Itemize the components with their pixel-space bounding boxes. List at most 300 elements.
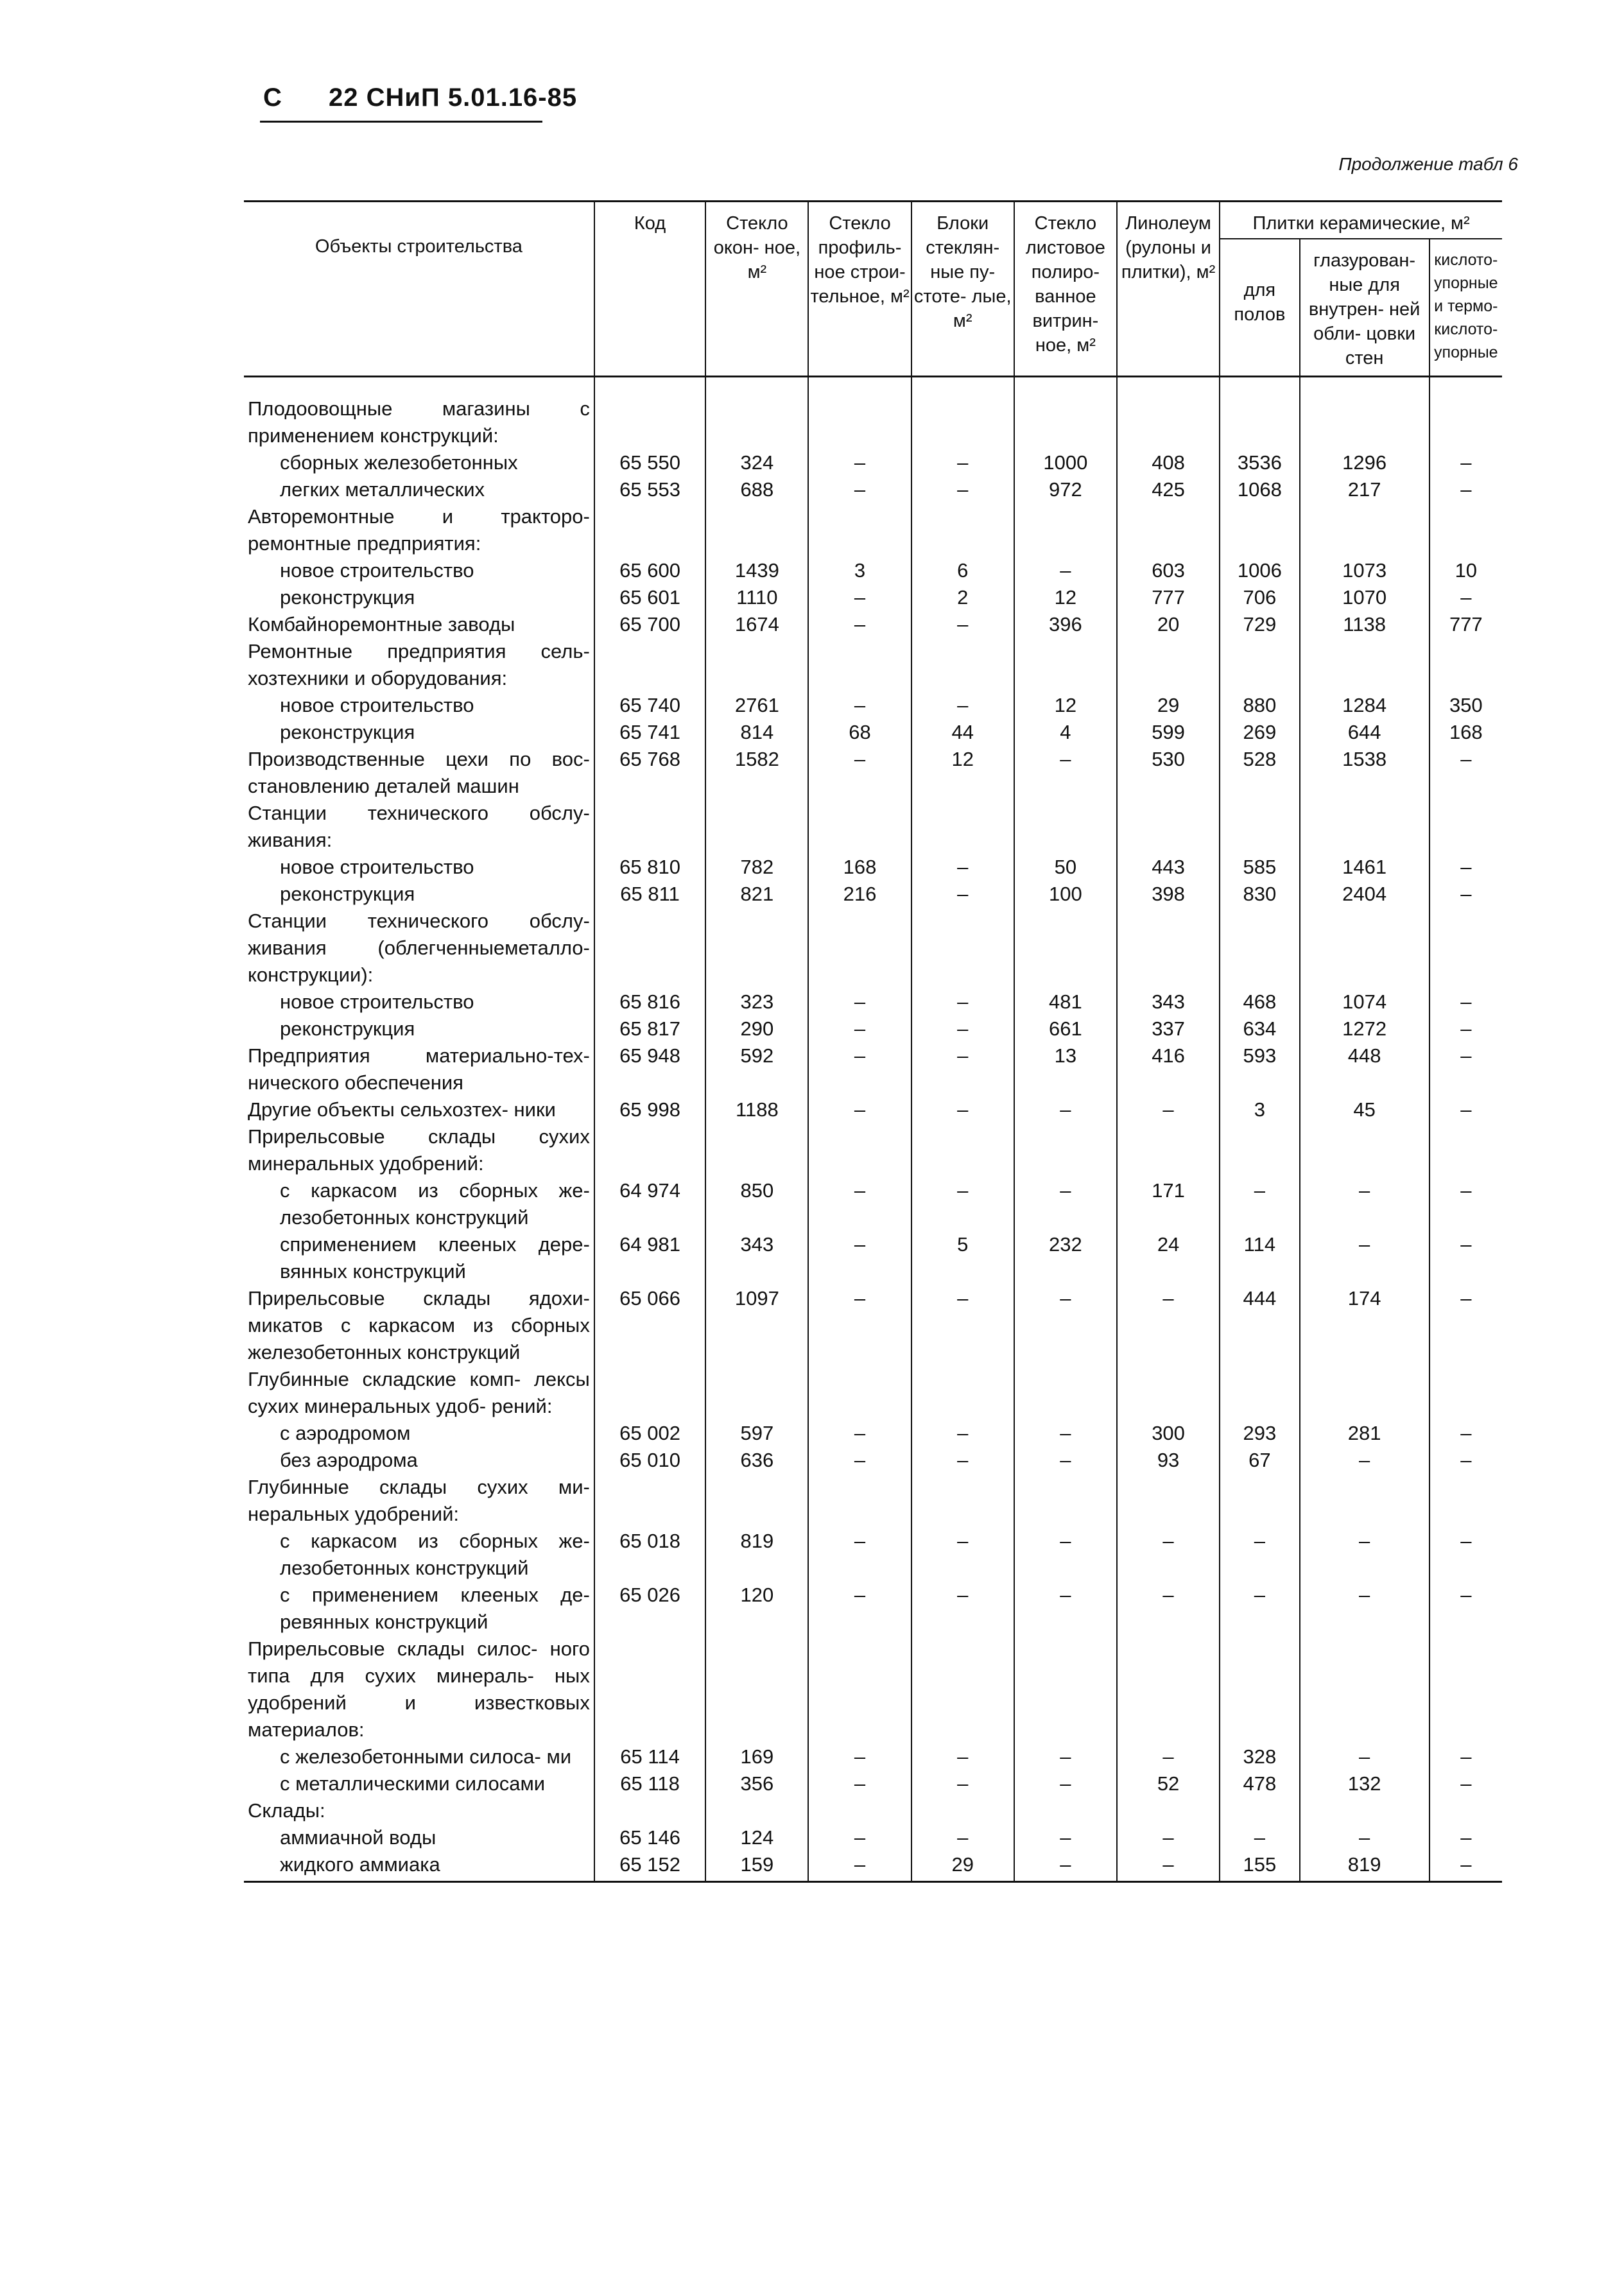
value-cell [1430, 1474, 1502, 1528]
value-cell [808, 800, 911, 854]
object-name-cell: сприменением клееных дере- вянных конструкций [280, 1233, 590, 1283]
value-cell: 159 [705, 1851, 808, 1882]
value-cell: 13 [1014, 1042, 1117, 1096]
value-cell: – [808, 1851, 911, 1882]
value-cell: – [1430, 1447, 1502, 1474]
value-cell: 396 [1014, 611, 1117, 638]
value-cell: 3 [808, 557, 911, 584]
value-cell: 1461 [1300, 854, 1430, 881]
value-cell [808, 908, 911, 989]
value-cell: – [808, 746, 911, 800]
value-cell [808, 1636, 911, 1743]
code-cell: 65 010 [594, 1447, 705, 1474]
value-cell: – [1430, 1851, 1502, 1882]
col-header-glass-sheet: Стекло листовое полиро- ванное витрин- ное, м² [1014, 202, 1117, 377]
header-rule [260, 121, 542, 123]
value-cell: 777 [1430, 611, 1502, 638]
object-name-cell: с каркасом из сборных же- лезобетонных конструкций [280, 1179, 590, 1229]
value-cell: 644 [1300, 719, 1430, 746]
value-cell: 850 [705, 1177, 808, 1231]
value-cell: 29 [911, 1851, 1014, 1882]
value-cell: – [1300, 1582, 1430, 1636]
value-cell [1300, 1636, 1430, 1743]
value-cell: 216 [808, 881, 911, 908]
page-header [263, 83, 577, 112]
value-cell: – [808, 1042, 911, 1096]
value-cell: – [911, 1770, 1014, 1797]
value-cell: 343 [1117, 989, 1220, 1016]
value-cell [705, 1366, 808, 1420]
value-cell: 1296 [1300, 449, 1430, 476]
value-cell: – [1014, 557, 1117, 584]
table-row [244, 881, 1502, 908]
value-cell [911, 1797, 1014, 1824]
code-cell [594, 377, 705, 450]
value-cell: 688 [705, 476, 808, 503]
value-cell: – [911, 1096, 1014, 1123]
value-cell: 68 [808, 719, 911, 746]
col-header-objects: Объекты строительства [244, 202, 594, 377]
value-cell [1300, 1797, 1430, 1824]
code-cell [594, 1636, 705, 1743]
table-row [244, 1851, 1502, 1882]
value-cell: 880 [1220, 692, 1299, 719]
value-cell [1014, 800, 1117, 854]
code-cell: 65 816 [594, 989, 705, 1016]
value-cell: 171 [1117, 1177, 1220, 1231]
value-cell: 10 [1430, 557, 1502, 584]
value-cell: 155 [1220, 1851, 1299, 1882]
value-cell: – [1430, 1420, 1502, 1447]
value-cell [911, 638, 1014, 692]
code-cell: 65 998 [594, 1096, 705, 1123]
table-row [244, 584, 1502, 611]
value-cell: 1097 [705, 1285, 808, 1366]
table-row [244, 1528, 1502, 1582]
value-cell: – [1220, 1177, 1299, 1231]
code-cell: 65 601 [594, 584, 705, 611]
code-cell: 65 553 [594, 476, 705, 503]
value-cell: 356 [705, 1770, 808, 1797]
value-cell: – [1430, 854, 1502, 881]
value-cell: – [911, 1016, 1014, 1042]
value-cell: – [808, 1743, 911, 1770]
value-cell [808, 1797, 911, 1824]
value-cell: – [1014, 1285, 1117, 1366]
code-cell [594, 1123, 705, 1177]
value-cell [808, 1474, 911, 1528]
value-cell: 1582 [705, 746, 808, 800]
value-cell: – [1430, 1096, 1502, 1123]
value-cell: – [1117, 1528, 1220, 1582]
value-cell: – [1430, 746, 1502, 800]
value-cell: 1284 [1300, 692, 1430, 719]
value-cell: – [1014, 1743, 1117, 1770]
code-cell [594, 1366, 705, 1420]
table-row [244, 1743, 1502, 1770]
value-cell [1014, 1797, 1117, 1824]
code-cell: 65 948 [594, 1042, 705, 1096]
value-cell: – [808, 1447, 911, 1474]
table-row [244, 503, 1502, 557]
value-cell: – [1014, 1420, 1117, 1447]
col-header-glass-profile: Стекло профиль- ное строи- тельное, м² [808, 202, 911, 377]
value-cell: – [1220, 1528, 1299, 1582]
code-cell: 64 974 [594, 1177, 705, 1231]
value-cell: – [911, 1285, 1014, 1366]
value-cell: – [1117, 1743, 1220, 1770]
value-cell [1220, 1366, 1299, 1420]
table-row [244, 1636, 1502, 1743]
value-cell [1117, 1797, 1220, 1824]
value-cell: – [911, 611, 1014, 638]
value-cell: 343 [705, 1231, 808, 1285]
object-name-cell: с железобетонными силоса- ми [280, 1745, 572, 1768]
value-cell: 830 [1220, 881, 1299, 908]
table-row [244, 377, 1502, 450]
code-cell [594, 1797, 705, 1824]
value-cell: – [1430, 1177, 1502, 1231]
value-cell [1220, 638, 1299, 692]
value-cell [1300, 1123, 1430, 1177]
value-cell: 269 [1220, 719, 1299, 746]
value-cell [1117, 377, 1220, 450]
value-cell: 593 [1220, 1042, 1299, 1096]
value-cell: – [808, 1528, 911, 1582]
value-cell: 2404 [1300, 881, 1430, 908]
col-header-tiles-acid: кислото- упорные и термо- кислото- упорные [1430, 239, 1502, 377]
col-header-linoleum: Линолеум (рулоны и плитки), м² [1117, 202, 1220, 377]
object-name-cell: Комбайноремонтные заводы [248, 613, 515, 635]
value-cell [705, 908, 808, 989]
table-row [244, 800, 1502, 854]
value-cell [911, 1636, 1014, 1743]
value-cell: – [1014, 1851, 1117, 1882]
value-cell: 3 [1220, 1096, 1299, 1123]
value-cell [808, 503, 911, 557]
code-cell: 65 817 [594, 1016, 705, 1042]
value-cell: 1074 [1300, 989, 1430, 1016]
value-cell: 232 [1014, 1231, 1117, 1285]
value-cell: – [1430, 584, 1502, 611]
value-cell [1014, 377, 1117, 450]
value-cell: – [1117, 1851, 1220, 1882]
value-cell: 3536 [1220, 449, 1299, 476]
object-name-cell: реконструкция [280, 883, 415, 905]
value-cell: 12 [1014, 692, 1117, 719]
value-cell: – [1430, 476, 1502, 503]
value-cell: 821 [705, 881, 808, 908]
value-cell: – [808, 584, 911, 611]
value-cell [1117, 1474, 1220, 1528]
value-cell [1430, 1636, 1502, 1743]
value-cell: – [911, 1743, 1014, 1770]
col-header-code: Код [594, 202, 705, 377]
object-name-cell: Авторемонтные и тракторо- ремонтные предприятия: [248, 505, 590, 555]
value-cell [1014, 1366, 1117, 1420]
value-cell: 281 [1300, 1420, 1430, 1447]
value-cell: 1006 [1220, 557, 1299, 584]
value-cell: – [1117, 1582, 1220, 1636]
value-cell [1117, 503, 1220, 557]
value-cell [1117, 1636, 1220, 1743]
value-cell [1300, 638, 1430, 692]
value-cell [1117, 908, 1220, 989]
table-row [244, 692, 1502, 719]
value-cell: 819 [1300, 1851, 1430, 1882]
value-cell: – [1430, 1770, 1502, 1797]
value-cell: – [911, 1420, 1014, 1447]
value-cell: – [808, 1420, 911, 1447]
value-cell: 408 [1117, 449, 1220, 476]
continuation-note: Продолжение табл 6 [1338, 154, 1518, 174]
value-cell: 1138 [1300, 611, 1430, 638]
value-cell [1300, 503, 1430, 557]
table-row [244, 908, 1502, 989]
value-cell [705, 1797, 808, 1824]
table-row [244, 476, 1502, 503]
value-cell: 174 [1300, 1285, 1430, 1366]
value-cell [1117, 1366, 1220, 1420]
value-cell: 599 [1117, 719, 1220, 746]
code-cell: 65 118 [594, 1770, 705, 1797]
value-cell: – [1430, 1528, 1502, 1582]
code-cell: 65 026 [594, 1582, 705, 1636]
table-row [244, 1474, 1502, 1528]
value-cell [705, 503, 808, 557]
value-cell: 398 [1117, 881, 1220, 908]
code-cell: 65 114 [594, 1743, 705, 1770]
object-name-cell: новое строительство [280, 856, 474, 878]
value-cell: 52 [1117, 1770, 1220, 1797]
value-cell: – [1117, 1824, 1220, 1851]
value-cell: 2 [911, 584, 1014, 611]
value-cell: 100 [1014, 881, 1117, 908]
value-cell: 1068 [1220, 476, 1299, 503]
value-cell: – [911, 1582, 1014, 1636]
table-row [244, 1096, 1502, 1123]
value-cell [1300, 1366, 1430, 1420]
value-cell: – [1014, 746, 1117, 800]
table-row [244, 1366, 1502, 1420]
value-cell: 1000 [1014, 449, 1117, 476]
table-row [244, 719, 1502, 746]
value-cell [911, 503, 1014, 557]
table-row [244, 1231, 1502, 1285]
code-cell: 65 152 [594, 1851, 705, 1882]
value-cell: – [1430, 449, 1502, 476]
table-row [244, 1797, 1502, 1824]
value-cell: – [1014, 1528, 1117, 1582]
value-cell: 1188 [705, 1096, 808, 1123]
value-cell: – [808, 1285, 911, 1366]
object-name-cell: Станции технического обслу- живания (облегченныеметалло- конструкции): [248, 910, 590, 986]
value-cell: – [911, 989, 1014, 1016]
value-cell: 1538 [1300, 746, 1430, 800]
value-cell: 67 [1220, 1447, 1299, 1474]
value-cell: – [808, 1177, 911, 1231]
code-cell: 65 146 [594, 1824, 705, 1851]
object-name-cell: Глубинные склады сухих ми- неральных удобрений: [248, 1476, 590, 1525]
value-cell: 777 [1117, 584, 1220, 611]
value-cell: 24 [1117, 1231, 1220, 1285]
table-row [244, 854, 1502, 881]
value-cell [705, 1123, 808, 1177]
table-row [244, 1770, 1502, 1797]
value-cell: – [1014, 1582, 1117, 1636]
table-row [244, 1582, 1502, 1636]
value-cell [1300, 908, 1430, 989]
object-name-cell: реконструкция [280, 586, 415, 609]
value-cell: 168 [808, 854, 911, 881]
value-cell: 972 [1014, 476, 1117, 503]
value-cell [808, 377, 911, 450]
table-row [244, 989, 1502, 1016]
value-cell [1430, 638, 1502, 692]
value-cell: 44 [911, 719, 1014, 746]
value-cell: – [808, 1231, 911, 1285]
object-name-cell: новое строительство [280, 559, 474, 582]
value-cell [1220, 377, 1299, 450]
value-cell: – [1300, 1824, 1430, 1851]
col-header-glass-blocks: Блоки стеклян- ные пу- стоте- лые, м² [911, 202, 1014, 377]
value-cell: – [808, 692, 911, 719]
code-cell: 64 981 [594, 1231, 705, 1285]
section-letter: С [263, 83, 282, 112]
table-row [244, 1123, 1502, 1177]
object-name-cell: Станции технического обслу- живания: [248, 802, 590, 851]
value-cell: – [1117, 1285, 1220, 1366]
value-cell: 706 [1220, 584, 1299, 611]
value-cell [1117, 638, 1220, 692]
code-cell: 65 740 [594, 692, 705, 719]
value-cell [808, 638, 911, 692]
value-cell: – [1014, 1824, 1117, 1851]
value-cell: – [1300, 1743, 1430, 1770]
object-name-cell: Производственные цехи по вос- становлению деталей машин [248, 748, 590, 797]
value-cell: 132 [1300, 1770, 1430, 1797]
value-cell: – [911, 449, 1014, 476]
value-cell [911, 377, 1014, 450]
table-row [244, 557, 1502, 584]
value-cell: 337 [1117, 1016, 1220, 1042]
value-cell: – [911, 692, 1014, 719]
value-cell [1430, 503, 1502, 557]
value-cell: 12 [911, 746, 1014, 800]
value-cell: – [1220, 1824, 1299, 1851]
value-cell [1220, 1636, 1299, 1743]
value-cell: 350 [1430, 692, 1502, 719]
value-cell: 1070 [1300, 584, 1430, 611]
value-cell: 444 [1220, 1285, 1299, 1366]
value-cell: 1073 [1300, 557, 1430, 584]
value-cell: – [1014, 1096, 1117, 1123]
value-cell [1430, 1366, 1502, 1420]
value-cell: 5 [911, 1231, 1014, 1285]
object-name-cell: Плодоовощные магазины с применением конструкций: [248, 397, 590, 447]
value-cell: 416 [1117, 1042, 1220, 1096]
value-cell [1220, 1797, 1299, 1824]
value-cell: – [1430, 881, 1502, 908]
value-cell: 6 [911, 557, 1014, 584]
value-cell [705, 377, 808, 450]
value-cell: 217 [1300, 476, 1430, 503]
value-cell [1014, 1123, 1117, 1177]
object-name-cell: аммиачной воды [280, 1826, 436, 1849]
value-cell: – [808, 611, 911, 638]
value-cell [911, 1366, 1014, 1420]
object-name-cell: реконструкция [280, 1017, 415, 1040]
value-cell: – [911, 476, 1014, 503]
value-cell [1014, 1636, 1117, 1743]
value-cell [1220, 503, 1299, 557]
value-cell [1220, 800, 1299, 854]
object-name-cell: с металлическими силосами [280, 1772, 546, 1795]
object-name-cell: Прирельсовые склады ядохи- микатов с каркасом из сборных железобетонных конструкций [248, 1287, 590, 1363]
table-row [244, 638, 1502, 692]
table-row [244, 746, 1502, 800]
value-cell: – [808, 1016, 911, 1042]
value-cell: 2761 [705, 692, 808, 719]
value-cell: 782 [705, 854, 808, 881]
value-cell: – [1220, 1582, 1299, 1636]
value-cell: 585 [1220, 854, 1299, 881]
value-cell: 528 [1220, 746, 1299, 800]
value-cell [1300, 377, 1430, 450]
object-name-cell: жидкого аммиака [244, 1851, 594, 1882]
table-row [244, 611, 1502, 638]
value-cell: – [1014, 1447, 1117, 1474]
code-cell: 65 018 [594, 1528, 705, 1582]
value-cell: – [1014, 1177, 1117, 1231]
table-row [244, 1177, 1502, 1231]
table-row [244, 1420, 1502, 1447]
value-cell: 634 [1220, 1016, 1299, 1042]
value-cell [1014, 908, 1117, 989]
value-cell: 12 [1014, 584, 1117, 611]
object-name-cell: с применением клееных де- ревянных конструкций [280, 1584, 590, 1633]
value-cell [1117, 1123, 1220, 1177]
value-cell: 1674 [705, 611, 808, 638]
col-header-tiles-floor: для полов [1220, 239, 1299, 377]
code-cell: 65 600 [594, 557, 705, 584]
value-cell: 328 [1220, 1743, 1299, 1770]
value-cell: – [1430, 1016, 1502, 1042]
code-cell [594, 638, 705, 692]
value-cell: 45 [1300, 1096, 1430, 1123]
value-cell: 1110 [705, 584, 808, 611]
value-cell: 120 [705, 1582, 808, 1636]
value-cell: 20 [1117, 611, 1220, 638]
col-header-tiles-group: Плитки керамические, м² [1220, 202, 1502, 239]
table-row [244, 1016, 1502, 1042]
value-cell: – [808, 449, 911, 476]
value-cell: – [808, 1824, 911, 1851]
table-row [244, 1447, 1502, 1474]
object-name-cell: Глубинные складские комп- лексы сухих минеральных удоб- рений: [248, 1368, 590, 1417]
value-cell: 729 [1220, 611, 1299, 638]
value-cell: 324 [705, 449, 808, 476]
value-cell: – [1430, 1582, 1502, 1636]
code-cell: 65 811 [594, 881, 705, 908]
value-cell: 530 [1117, 746, 1220, 800]
code-cell: 65 700 [594, 611, 705, 638]
value-cell [911, 908, 1014, 989]
materials-table [244, 200, 1502, 1883]
value-cell [705, 1474, 808, 1528]
code-cell: 65 550 [594, 449, 705, 476]
value-cell: 448 [1300, 1042, 1430, 1096]
